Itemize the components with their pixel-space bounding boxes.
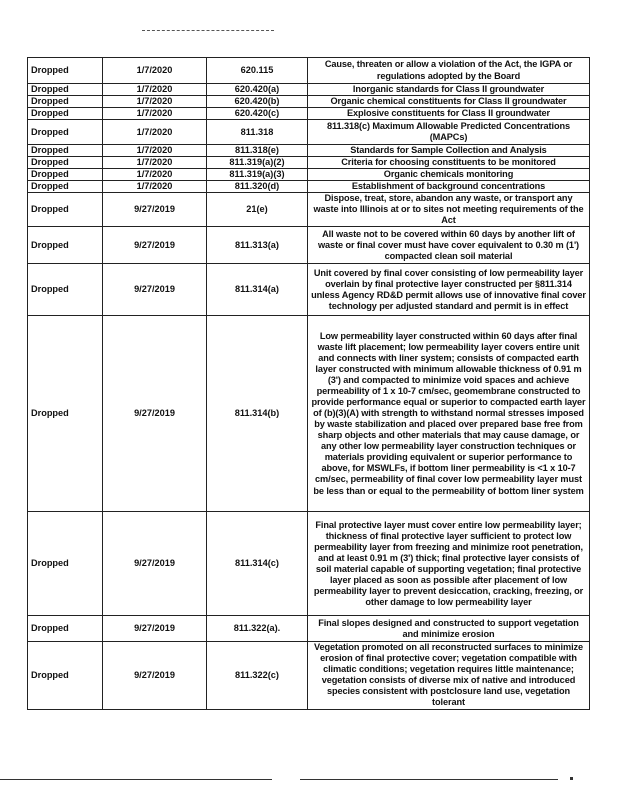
table-row (28, 58, 590, 84)
section-cell: 811.314(c) (207, 512, 308, 616)
section-cell: 811.318 (207, 120, 308, 145)
table-row (28, 316, 590, 512)
scan-mark (142, 30, 274, 31)
date-cell: 9/27/2019 (103, 512, 207, 616)
description-cell: Organic chemicals monitoring (308, 169, 590, 181)
status-cell: Dropped (28, 227, 103, 264)
table-row (28, 642, 590, 709)
section-cell: 620.420(c) (207, 108, 308, 120)
table-row (28, 120, 590, 145)
status-cell: Dropped (28, 108, 103, 120)
date-cell: 9/27/2019 (103, 316, 207, 512)
description-cell: All waste not to be covered within 60 days by another lift of waste or final cover must have cover equivalent to 0.30 m (1') compacted clean soil material (308, 227, 590, 264)
date-cell: 1/7/2020 (103, 157, 207, 169)
status-cell: Dropped (28, 642, 103, 709)
table-row (28, 616, 590, 642)
table-row (28, 169, 590, 181)
description-cell: Unit covered by final cover consisting of low permeability layer overlain by final protective layer constructed per §811.314 unless Agency RD&D permit allows use of innovative final cover technology per adjusted standard and permit is in effect (308, 264, 590, 316)
date-cell: 1/7/2020 (103, 120, 207, 145)
table-row (28, 84, 590, 96)
section-cell: 811.319(a)(2) (207, 157, 308, 169)
section-cell: 811.314(b) (207, 316, 308, 512)
date-cell: 1/7/2020 (103, 96, 207, 108)
status-cell: Dropped (28, 157, 103, 169)
date-cell: 1/7/2020 (103, 169, 207, 181)
section-cell: 811.318(e) (207, 145, 308, 157)
date-cell: 1/7/2020 (103, 181, 207, 193)
description-cell: Cause, threaten or allow a violation of the Act, the IGPA or regulations adopted by the Board (308, 58, 590, 84)
date-cell: 9/27/2019 (103, 264, 207, 316)
description-cell: Standards for Sample Collection and Analysis (308, 145, 590, 157)
table-row (28, 264, 590, 316)
status-cell: Dropped (28, 169, 103, 181)
status-cell: Dropped (28, 512, 103, 616)
table-row (28, 157, 590, 169)
date-cell: 9/27/2019 (103, 193, 207, 227)
table-row (28, 193, 590, 227)
table-row (28, 227, 590, 264)
description-cell: Low permeability layer constructed within 60 days after final waste lift placement; low permeability layer covers entire unit and connects with liner system; consists of compacted earth layer constructed with minimum allowable thickness of 0.91 m (3') and compacted to minimize void spaces and achieve permeability of 1 x 10-7 cm/sec, geomembrane constructed to provide performance equal or superior to compacted earth layer of (b)(3)(A) with strength to withstand normal stresses imposed by waste stabilization and placed over prepared base free from sharp objects and other materials that may cause damage, or any other low permeability layer construction techniques or materials providing equivalent or superior performance to above, for MSWLFs, if bottom liner permeability is <1 x 10-7 cm/sec, permeability of final cover low permeability layer must be less than or equal to the permeability of bottom liner system (308, 316, 590, 512)
section-cell: 620.115 (207, 58, 308, 84)
section-cell: 620.420(b) (207, 96, 308, 108)
description-cell: Establishment of background concentrations (308, 181, 590, 193)
section-cell: 811.314(a) (207, 264, 308, 316)
description-cell: Inorganic standards for Class II groundwater (308, 84, 590, 96)
status-cell: Dropped (28, 264, 103, 316)
section-cell: 811.313(a) (207, 227, 308, 264)
description-cell: Organic chemical constituents for Class II groundwater (308, 96, 590, 108)
status-cell: Dropped (28, 193, 103, 227)
section-cell: 811.319(a)(3) (207, 169, 308, 181)
violations-table (27, 57, 590, 710)
section-cell: 811.322(a). (207, 616, 308, 642)
footer-rule-right (300, 779, 558, 780)
table-row (28, 96, 590, 108)
date-cell: 1/7/2020 (103, 108, 207, 120)
date-cell: 9/27/2019 (103, 642, 207, 709)
section-cell: 811.322(c) (207, 642, 308, 709)
section-cell: 620.420(a) (207, 84, 308, 96)
description-cell: Criteria for choosing constituents to be monitored (308, 157, 590, 169)
section-cell: 811.320(d) (207, 181, 308, 193)
status-cell: Dropped (28, 616, 103, 642)
date-cell: 9/27/2019 (103, 616, 207, 642)
description-cell: Explosive constituents for Class II groundwater (308, 108, 590, 120)
status-cell: Dropped (28, 316, 103, 512)
status-cell: Dropped (28, 120, 103, 145)
description-cell: Final slopes designed and constructed to support vegetation and minimize erosion (308, 616, 590, 642)
description-cell: 811.318(c) Maximum Allowable Predicted Concentrations (MAPCs) (308, 120, 590, 145)
table-row (28, 145, 590, 157)
status-cell: Dropped (28, 58, 103, 84)
date-cell: 1/7/2020 (103, 145, 207, 157)
date-cell: 1/7/2020 (103, 84, 207, 96)
description-cell: Final protective layer must cover entire low permeability layer; thickness of final protective layer sufficient to protect low permeability layer from freezing and minimize root penetration, and at least 0.91 m (3') thick; final protective layer consists of soil material capable of supporting vegetation; final protective layer placed as soon as possible after placement of low permeability layer to prevent desiccation, cracking, freezing, or other damage to low permeability layer (308, 512, 590, 616)
table-row (28, 512, 590, 616)
footer-rule-left (0, 779, 272, 780)
description-cell: Dispose, treat, store, abandon any waste, or transport any waste into Illinois at or to sites not meeting requirements of the Act (308, 193, 590, 227)
table-row (28, 181, 590, 193)
description-cell: Vegetation promoted on all reconstructed surfaces to minimize erosion of final protective cover; vegetation compatible with climatic conditions; vegetation requires little maintenance; vegetation consists of diverse mix of native and introduced species consistent with postclosure land use, vegetation tolerant (308, 642, 590, 709)
footer-mark (570, 777, 573, 780)
status-cell: Dropped (28, 96, 103, 108)
section-cell: 21(e) (207, 193, 308, 227)
status-cell: Dropped (28, 181, 103, 193)
table-row (28, 108, 590, 120)
date-cell: 1/7/2020 (103, 58, 207, 84)
status-cell: Dropped (28, 145, 103, 157)
date-cell: 9/27/2019 (103, 227, 207, 264)
status-cell: Dropped (28, 84, 103, 96)
